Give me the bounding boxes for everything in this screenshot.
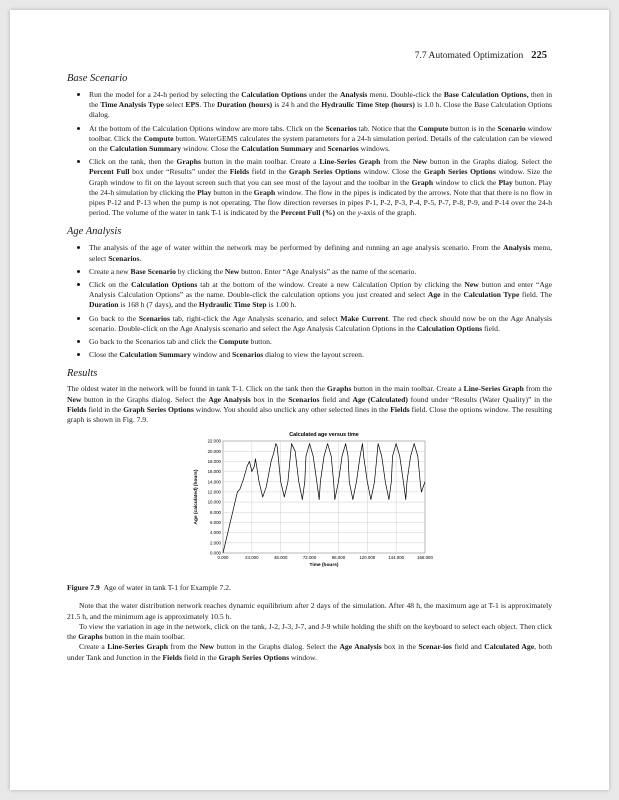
y-tick-label: 10.000: [207, 499, 221, 505]
y-tick-label: 0.000: [209, 550, 221, 556]
closing-paragraph-1: Note that the water distribution network reaches dynamic equilibrium after 2 days of the simulation. After 48 h, the maximum age at T-1 is approximately 21.5 h, and the minimum age is approximately 10.5 h.: [67, 601, 552, 621]
page-content: [67, 72, 552, 663]
list-item: • Close the Calculation Summary window and Scenarios dialog to view the layout screen.: [89, 349, 552, 360]
age-analysis-list: [67, 242, 552, 360]
running-header: [415, 50, 547, 61]
y-tick-label: 22.000: [207, 438, 221, 444]
y-tick-label: 4.000: [209, 530, 221, 536]
y-tick-label: 2.000: [209, 540, 221, 546]
y-axis-label: Age (calculated) (hours): [193, 469, 199, 525]
figure-caption: [67, 583, 552, 593]
list-item: • Go back to the Scenarios tab and click the Compute button.: [89, 336, 552, 347]
heading-results: Results: [67, 368, 98, 380]
x-tick-label: 72.000: [302, 555, 316, 561]
list-item: • The analysis of the age of water within the network may be performed by defining and running an age analysis scenario. From the Analysis menu, select Scenarios.: [89, 242, 552, 263]
figure-label: Figure 7.9: [67, 583, 100, 593]
x-tick-label: 120.000: [358, 555, 375, 561]
age-chart: [185, 429, 435, 577]
closing-paragraph-3: Create a Line-Series Graph from the New button in the Graphs dialog. Select the Age Analysis box in the Scenar-ios field and Calculated Age, both under Tank and Junction in the Fields field in the Graph Series Options window.: [67, 642, 553, 662]
list-item: • At the bottom of the Calculation Options window are more tabs. Click on the Scenarios tab. Notice that the Compute button is in the Scenario window toolbar. Click the Compute button. WaterGEMS calculates the system parameters for a 24-h simulation period. Details of the calculation can be viewed on the Calculation Summary window. Close the Calculation Summary and Scenarios windows.: [89, 123, 552, 155]
x-tick-label: 168.000: [416, 555, 433, 561]
heading-age-analysis: Age Analysis: [67, 226, 122, 238]
y-tick-label: 18.000: [207, 459, 221, 465]
y-tick-label: 8.000: [209, 510, 221, 516]
x-tick-label: 0.000: [217, 555, 228, 561]
closing-paragraph-2: To view the variation in age in the network, click on the tank, J-2, J-3, J-7, and J-9 while holding the shift on the keyboard to select each object. Then click the Graphs button in the main toolbar.: [67, 621, 552, 642]
book-page: [10, 10, 609, 790]
y-tick-label: 12.000: [207, 489, 221, 495]
heading-base-scenario: Base Scenario: [67, 73, 128, 84]
list-item: • Click on the tank, then the Graphs button in the main toolbar. Create a Line-Series Graph from the New button in the Graphs dialog. Select the Percent Full box under “Results” under the Fields field in the Graph Series Options window. Close the Graph Series Options window. Size the Graph window to fit on the layout screen such that you can see most of the layout and the toolbar in the Graph window to click the Play button. Play the 24-h simulation by clicking the Play button in the Graph window. The flow in the pipes is indicated by the arrows. Note that that there is no flow in pipes P-12 and P-13 when the pump is not operating. The flow direction reverses in pipes P-1, P-2, P-3, P-4, P-5, P-7, P-8, P-9, and P-14 over the 24-h period. The volume of the water in tank T-1 is indicated by the Percent Full (%) on the y-axis of the graph.: [89, 156, 552, 218]
y-tick-label: 16.000: [207, 469, 221, 475]
y-tick-label: 20.000: [207, 449, 221, 455]
x-axis-label: Time (hours): [309, 563, 338, 569]
figure-caption-text: Age of water in tank T-1 for Example 7.2.: [103, 583, 231, 593]
x-tick-label: 48.000: [273, 555, 287, 561]
list-item: • Run the model for a 24-h period by selecting the Calculation Options under the Analysis menu. Double-click the Base Calculation Options, then in the Time Analysis Type select EPS. The Duration (hours) is 24 h and the Hydraulic Time Step (hours) is 1.0 h. Close the Base Calculation Options dialog.: [89, 89, 552, 121]
page-number: 225: [531, 50, 547, 61]
results-paragraph: The oldest water in the network will be found in tank T-1. Click on the tank then the Graphs button in the main toolbar. Create a Line-Series Graph from the New button in the Graphs dialog. Select the Age Analysis box in the Scenarios field and Age (Calculated) found under “Results (Water Quality)” in the Fields field in the Graph Series Options window. You should also unclick any other selected lines in the Fields field. Close the options window. The resulting graph is shown in Fig. 7.9.: [67, 384, 553, 425]
list-item: • Go back to the Scenarios tab, right-click the Age Analysis scenario, and select Make Current. The red check should now be on the Age Analysis scenario. Double-click on the Age Analysis scenario and select the Age Analysis Calculation Options in the Calculation Options field.: [89, 313, 552, 334]
x-tick-label: 144.000: [387, 555, 404, 561]
x-tick-label: 96.000: [331, 555, 345, 561]
list-item: • Create a new Base Scenario by clicking the New button. Enter “Age Analysis” as the name of the scenario.: [89, 266, 552, 277]
chart-title: Calculated age versus time: [288, 432, 359, 439]
y-tick-label: 14.000: [207, 479, 221, 485]
base-scenario-list: [67, 89, 552, 218]
list-item: • Click on the Calculation Options tab at the bottom of the window. Create a new Calculation Option by clicking the New button and enter “Age Analysis Calculation Options” as the name. Double-click the calculation options you just created and select Age in the Calculation Type field. The Duration is 168 h (7 days), and the Hydraulic Time Step is 1.00 h.: [89, 279, 552, 311]
x-tick-label: 24.000: [244, 555, 259, 561]
section-title: 7.7 Automated Optimization: [414, 51, 524, 61]
y-tick-label: 6.000: [209, 520, 221, 526]
